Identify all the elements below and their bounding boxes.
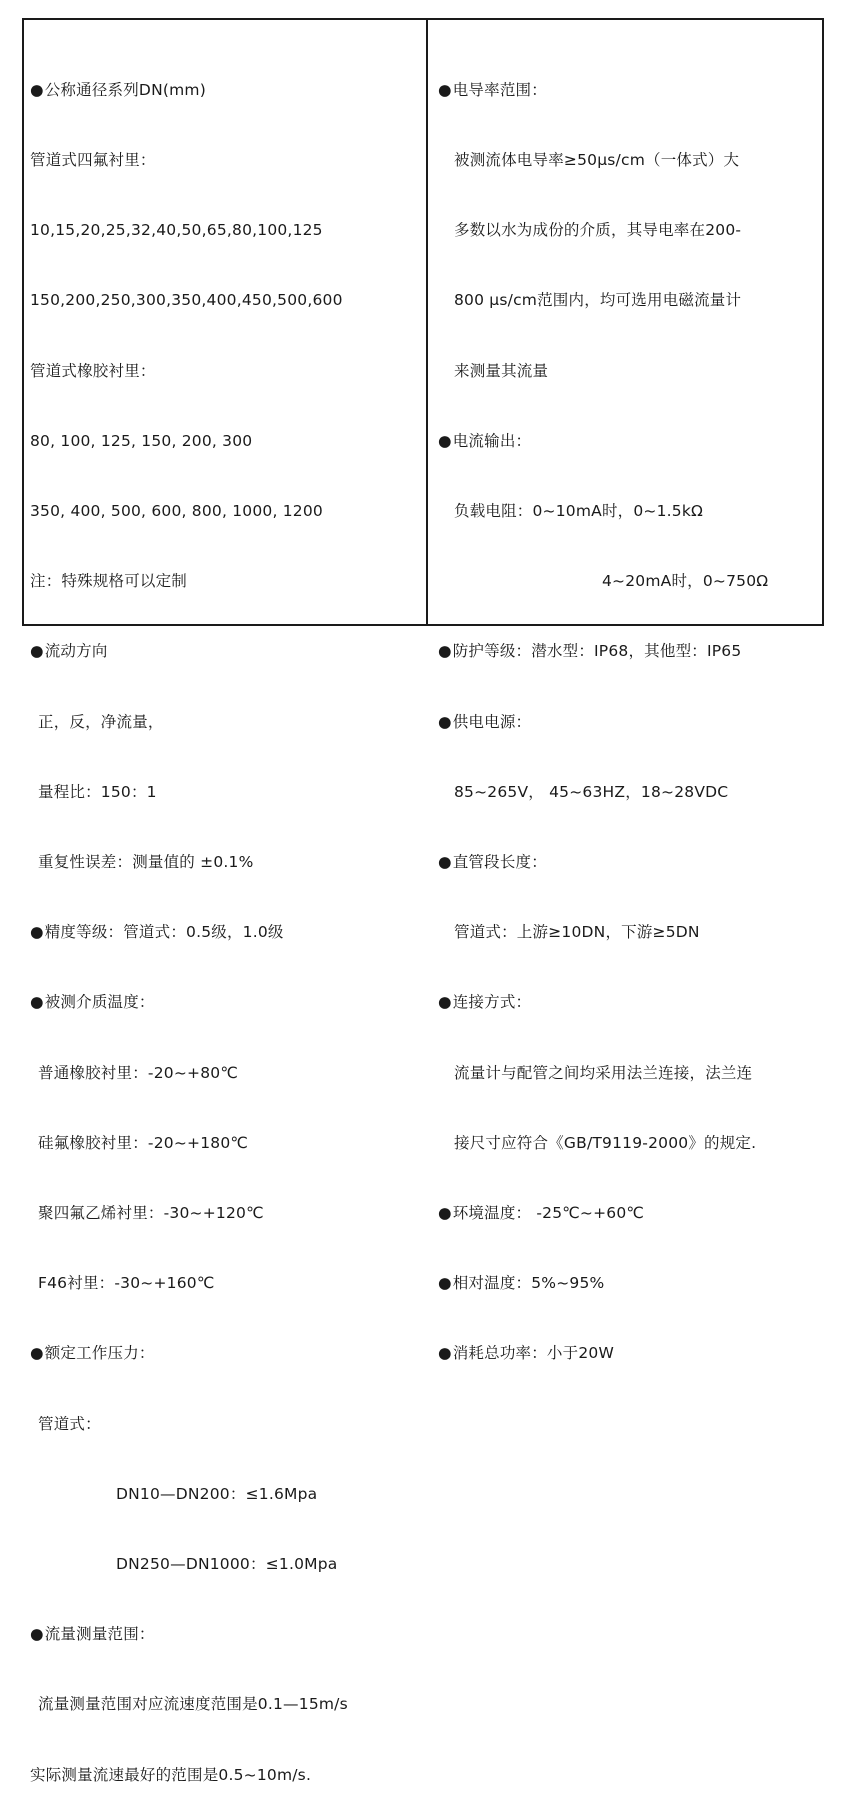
spec-line: 流量测量范围对应流速度范围是0.1—15m/s — [38, 1695, 348, 1714]
spec-line: 350, 400, 500, 600, 800, 1000, 1200 — [30, 502, 323, 521]
spec-line: F46衬里：-30~+160℃ — [38, 1274, 215, 1293]
spec-heading-power-consumption: ● 消耗总功率：小于20W — [438, 1342, 822, 1365]
spec-heading-ambient-temperature: ● 环境温度： -25℃~+60℃ — [438, 1202, 822, 1225]
spec-line: 4~20mA时，0~750Ω — [602, 572, 769, 591]
right-column — [438, 32, 822, 1389]
spec-line: 普通橡胶衬里：-20~+80℃ — [38, 1063, 238, 1082]
spec-line: 正，反，净流量， — [38, 712, 164, 731]
spec-line: 重复性误差：测量值的 ±0.1% — [38, 853, 254, 872]
spec-line: 85~265V， 45~63HZ，18~28VDC — [454, 782, 729, 801]
spec-heading-protection: ● 防护等级：潜水型：IP68，其他型：IP65 — [438, 640, 822, 663]
spec-line: 多数以水为成份的介质，其导电率在200- — [454, 221, 742, 240]
spec-line: 接尺寸应符合《GB/T9119-2000》的规定. — [454, 1133, 757, 1152]
spec-line: 150,200,250,300,350,400,450,500,600 — [30, 291, 343, 310]
left-column — [30, 32, 422, 1810]
spec-heading-rated-pressure: ● 额定工作压力： — [30, 1342, 422, 1365]
spec-line: 管道式：上游≥10DN，下游≥5DN — [454, 923, 700, 942]
spec-line: DN10—DN200：≤1.6Mpa — [116, 1484, 318, 1503]
spec-heading-connection: ● 连接方式： — [438, 991, 822, 1014]
spec-line: DN250—DN1000：≤1.0Mpa — [116, 1555, 338, 1574]
spec-heading-nominal-diameter: ● 公称通径系列DN(mm) — [30, 79, 422, 102]
spec-heading-conductivity: ● 电导率范围： — [438, 79, 822, 102]
spec-heading-humidity: ● 相对温度：5%~95% — [438, 1272, 822, 1295]
spec-line: 聚四氟乙烯衬里：-30~+120℃ — [38, 1204, 264, 1223]
spec-line: 硅氟橡胶衬里：-20~+180℃ — [38, 1133, 248, 1152]
spec-line: 管道式橡胶衬里： — [30, 361, 156, 380]
spec-line: 管道式四氟衬里： — [30, 151, 156, 170]
spec-note: 注：特殊规格可以定制 — [30, 572, 188, 591]
spec-heading-power-supply: ● 供电电源： — [438, 711, 822, 734]
spec-line: 来测量其流量 — [454, 361, 549, 380]
column-divider — [426, 18, 428, 626]
spec-line: 管道式： — [38, 1414, 101, 1433]
spec-line: 被测流体电导率≥50μs/cm（一体式）大 — [454, 151, 740, 170]
spec-heading-accuracy: ● 精度等级：管道式：0.5级，1.0级 — [30, 921, 422, 944]
spec-heading-current-output: ● 电流输出： — [438, 430, 822, 453]
spec-line: 80, 100, 125, 150, 200, 300 — [30, 431, 253, 450]
spec-line: 实际测量流速最好的范围是0.5~10m/s. — [30, 1765, 312, 1784]
spec-heading-straight-pipe: ● 直管段长度： — [438, 851, 822, 874]
spec-line: 10,15,20,25,32,40,50,65,80,100,125 — [30, 221, 323, 240]
spec-heading-flow-range: ● 流量测量范围： — [30, 1623, 422, 1646]
spec-line: 负载电阻：0~10mA时，0~1.5kΩ — [454, 502, 704, 521]
spec-line: 量程比：150：1 — [38, 782, 157, 801]
spec-line: 流量计与配管之间均采用法兰连接，法兰连 — [454, 1063, 753, 1082]
spec-heading-flow-direction: ● 流动方向 — [30, 640, 422, 663]
spec-heading-medium-temperature: ● 被测介质温度： — [30, 991, 422, 1014]
spec-line: 800 μs/cm范围内，均可选用电磁流量计 — [454, 291, 742, 310]
